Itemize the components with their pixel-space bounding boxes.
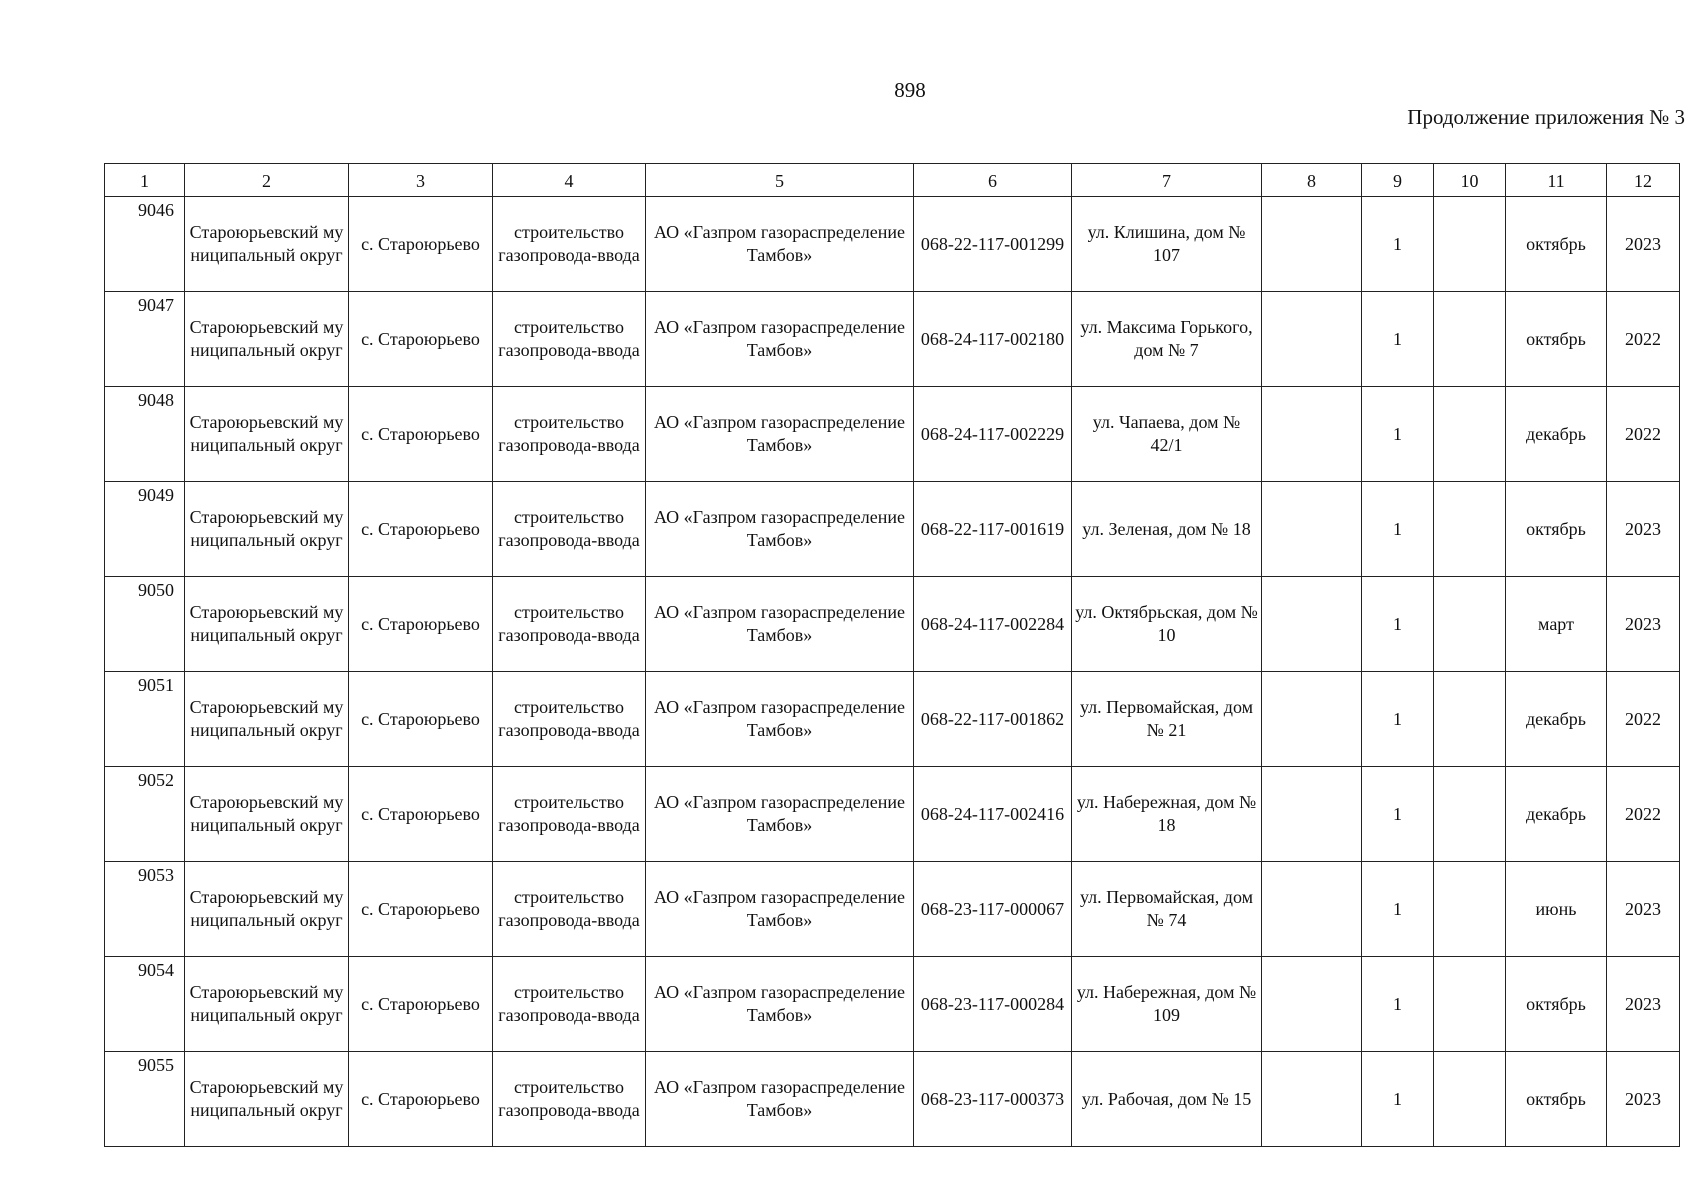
object-code-cell: 068-24-117-002229 xyxy=(914,387,1072,482)
table-row xyxy=(105,1052,1680,1147)
settlement-cell: с. Староюрьево xyxy=(349,957,493,1052)
column-header: 3 xyxy=(349,164,493,197)
column-header: 7 xyxy=(1072,164,1262,197)
object-code-cell: 068-23-117-000067 xyxy=(914,862,1072,957)
work-type-cell: строительство газопровода-ввода xyxy=(493,482,646,577)
year-cell: 2023 xyxy=(1607,957,1680,1052)
column-header: 1 xyxy=(105,164,185,197)
work-type-cell: строительство газопровода-ввода xyxy=(493,672,646,767)
quantity-cell: 1 xyxy=(1362,577,1434,672)
district-cell: Староюрьевский муниципальный округ xyxy=(185,1052,349,1147)
column-8-cell xyxy=(1262,767,1362,862)
row-number-cell: 9055 xyxy=(105,1052,185,1147)
settlement-cell: с. Староюрьево xyxy=(349,1052,493,1147)
column-8-cell xyxy=(1262,1052,1362,1147)
settlement-cell: с. Староюрьево xyxy=(349,482,493,577)
object-code-cell: 068-22-117-001862 xyxy=(914,672,1072,767)
work-type-cell: строительство газопровода-ввода xyxy=(493,292,646,387)
work-type-cell: строительство газопровода-ввода xyxy=(493,577,646,672)
table-row xyxy=(105,672,1680,767)
column-10-cell xyxy=(1434,1052,1506,1147)
month-cell: март xyxy=(1506,577,1607,672)
column-8-cell xyxy=(1262,482,1362,577)
address-cell: ул. Максима Горького, дом № 7 xyxy=(1072,292,1262,387)
year-cell: 2023 xyxy=(1607,482,1680,577)
settlement-cell: с. Староюрьево xyxy=(349,292,493,387)
column-header: 12 xyxy=(1607,164,1680,197)
organization-cell: АО «Газпром газораспределение Тамбов» xyxy=(646,387,914,482)
column-8-cell xyxy=(1262,197,1362,292)
address-cell: ул. Набережная, дом № 18 xyxy=(1072,767,1262,862)
organization-cell: АО «Газпром газораспределение Тамбов» xyxy=(646,482,914,577)
district-cell: Староюрьевский муниципальный округ xyxy=(185,767,349,862)
month-cell: октябрь xyxy=(1506,197,1607,292)
table-row xyxy=(105,292,1680,387)
column-8-cell xyxy=(1262,672,1362,767)
row-number-cell: 9053 xyxy=(105,862,185,957)
work-type-cell: строительство газопровода-ввода xyxy=(493,197,646,292)
work-type-cell: строительство газопровода-ввода xyxy=(493,387,646,482)
table-row xyxy=(105,387,1680,482)
column-header: 8 xyxy=(1262,164,1362,197)
column-header: 4 xyxy=(493,164,646,197)
work-type-cell: строительство газопровода-ввода xyxy=(493,862,646,957)
year-cell: 2023 xyxy=(1607,577,1680,672)
work-type-cell: строительство газопровода-ввода xyxy=(493,957,646,1052)
column-10-cell xyxy=(1434,862,1506,957)
column-10-cell xyxy=(1434,387,1506,482)
organization-cell: АО «Газпром газораспределение Тамбов» xyxy=(646,292,914,387)
column-header: 11 xyxy=(1506,164,1607,197)
column-10-cell xyxy=(1434,957,1506,1052)
address-cell: ул. Зеленая, дом № 18 xyxy=(1072,482,1262,577)
district-cell: Староюрьевский муниципальный округ xyxy=(185,197,349,292)
month-cell: декабрь xyxy=(1506,672,1607,767)
row-number-cell: 9047 xyxy=(105,292,185,387)
quantity-cell: 1 xyxy=(1362,482,1434,577)
quantity-cell: 1 xyxy=(1362,197,1434,292)
object-code-cell: 068-23-117-000284 xyxy=(914,957,1072,1052)
column-10-cell xyxy=(1434,197,1506,292)
month-cell: октябрь xyxy=(1506,957,1607,1052)
district-cell: Староюрьевский муниципальный округ xyxy=(185,387,349,482)
object-code-cell: 068-24-117-002284 xyxy=(914,577,1072,672)
district-cell: Староюрьевский муниципальный округ xyxy=(185,862,349,957)
quantity-cell: 1 xyxy=(1362,1052,1434,1147)
district-cell: Староюрьевский муниципальный округ xyxy=(185,482,349,577)
work-type-cell: строительство газопровода-ввода xyxy=(493,767,646,862)
settlement-cell: с. Староюрьево xyxy=(349,672,493,767)
column-10-cell xyxy=(1434,482,1506,577)
column-header: 2 xyxy=(185,164,349,197)
gas-connection-table xyxy=(104,163,1680,1147)
column-10-cell xyxy=(1434,672,1506,767)
column-header: 9 xyxy=(1362,164,1434,197)
column-8-cell xyxy=(1262,862,1362,957)
table-row xyxy=(105,862,1680,957)
object-code-cell: 068-22-117-001619 xyxy=(914,482,1072,577)
year-cell: 2022 xyxy=(1607,387,1680,482)
quantity-cell: 1 xyxy=(1362,767,1434,862)
column-8-cell xyxy=(1262,292,1362,387)
quantity-cell: 1 xyxy=(1362,862,1434,957)
address-cell: ул. Октябрьская, дом № 10 xyxy=(1072,577,1262,672)
column-8-cell xyxy=(1262,387,1362,482)
address-cell: ул. Набережная, дом № 109 xyxy=(1072,957,1262,1052)
settlement-cell: с. Староюрьево xyxy=(349,862,493,957)
row-number-cell: 9052 xyxy=(105,767,185,862)
object-code-cell: 068-24-117-002180 xyxy=(914,292,1072,387)
quantity-cell: 1 xyxy=(1362,292,1434,387)
organization-cell: АО «Газпром газораспределение Тамбов» xyxy=(646,672,914,767)
table-row xyxy=(105,957,1680,1052)
column-10-cell xyxy=(1434,577,1506,672)
row-number-cell: 9051 xyxy=(105,672,185,767)
column-header: 10 xyxy=(1434,164,1506,197)
year-cell: 2023 xyxy=(1607,1052,1680,1147)
month-cell: октябрь xyxy=(1506,482,1607,577)
year-cell: 2023 xyxy=(1607,862,1680,957)
object-code-cell: 068-22-117-001299 xyxy=(914,197,1072,292)
address-cell: ул. Рабочая, дом № 15 xyxy=(1072,1052,1262,1147)
year-cell: 2022 xyxy=(1607,292,1680,387)
year-cell: 2023 xyxy=(1607,197,1680,292)
address-cell: ул. Первомайская, дом № 74 xyxy=(1072,862,1262,957)
district-cell: Староюрьевский муниципальный округ xyxy=(185,577,349,672)
address-cell: ул. Первомайская, дом № 21 xyxy=(1072,672,1262,767)
table-row xyxy=(105,482,1680,577)
month-cell: декабрь xyxy=(1506,767,1607,862)
organization-cell: АО «Газпром газораспределение Тамбов» xyxy=(646,197,914,292)
district-cell: Староюрьевский муниципальный округ xyxy=(185,292,349,387)
column-8-cell xyxy=(1262,577,1362,672)
quantity-cell: 1 xyxy=(1362,387,1434,482)
month-cell: октябрь xyxy=(1506,1052,1607,1147)
settlement-cell: с. Староюрьево xyxy=(349,387,493,482)
work-type-cell: строительство газопровода-ввода xyxy=(493,1052,646,1147)
table-row xyxy=(105,577,1680,672)
organization-cell: АО «Газпром газораспределение Тамбов» xyxy=(646,767,914,862)
row-number-cell: 9049 xyxy=(105,482,185,577)
object-code-cell: 068-23-117-000373 xyxy=(914,1052,1072,1147)
column-header: 5 xyxy=(646,164,914,197)
month-cell: декабрь xyxy=(1506,387,1607,482)
row-number-cell: 9048 xyxy=(105,387,185,482)
year-cell: 2022 xyxy=(1607,672,1680,767)
column-10-cell xyxy=(1434,292,1506,387)
table-row xyxy=(105,197,1680,292)
column-header: 6 xyxy=(914,164,1072,197)
organization-cell: АО «Газпром газораспределение Тамбов» xyxy=(646,957,914,1052)
year-cell: 2022 xyxy=(1607,767,1680,862)
table-row xyxy=(105,767,1680,862)
settlement-cell: с. Староюрьево xyxy=(349,577,493,672)
appendix-continuation-note: Продолжение приложения № 3 xyxy=(1407,105,1685,129)
address-cell: ул. Клишина, дом № 107 xyxy=(1072,197,1262,292)
month-cell: октябрь xyxy=(1506,292,1607,387)
month-cell: июнь xyxy=(1506,862,1607,957)
object-code-cell: 068-24-117-002416 xyxy=(914,767,1072,862)
quantity-cell: 1 xyxy=(1362,957,1434,1052)
district-cell: Староюрьевский муниципальный округ xyxy=(185,957,349,1052)
address-cell: ул. Чапаева, дом № 42/1 xyxy=(1072,387,1262,482)
district-cell: Староюрьевский муниципальный округ xyxy=(185,672,349,767)
organization-cell: АО «Газпром газораспределение Тамбов» xyxy=(646,862,914,957)
row-number-cell: 9054 xyxy=(105,957,185,1052)
page-number: 898 xyxy=(894,78,926,102)
settlement-cell: с. Староюрьево xyxy=(349,767,493,862)
row-number-cell: 9050 xyxy=(105,577,185,672)
column-8-cell xyxy=(1262,957,1362,1052)
organization-cell: АО «Газпром газораспределение Тамбов» xyxy=(646,1052,914,1147)
settlement-cell: с. Староюрьево xyxy=(349,197,493,292)
quantity-cell: 1 xyxy=(1362,672,1434,767)
organization-cell: АО «Газпром газораспределение Тамбов» xyxy=(646,577,914,672)
row-number-cell: 9046 xyxy=(105,197,185,292)
column-10-cell xyxy=(1434,767,1506,862)
column-number-row xyxy=(105,164,1680,197)
